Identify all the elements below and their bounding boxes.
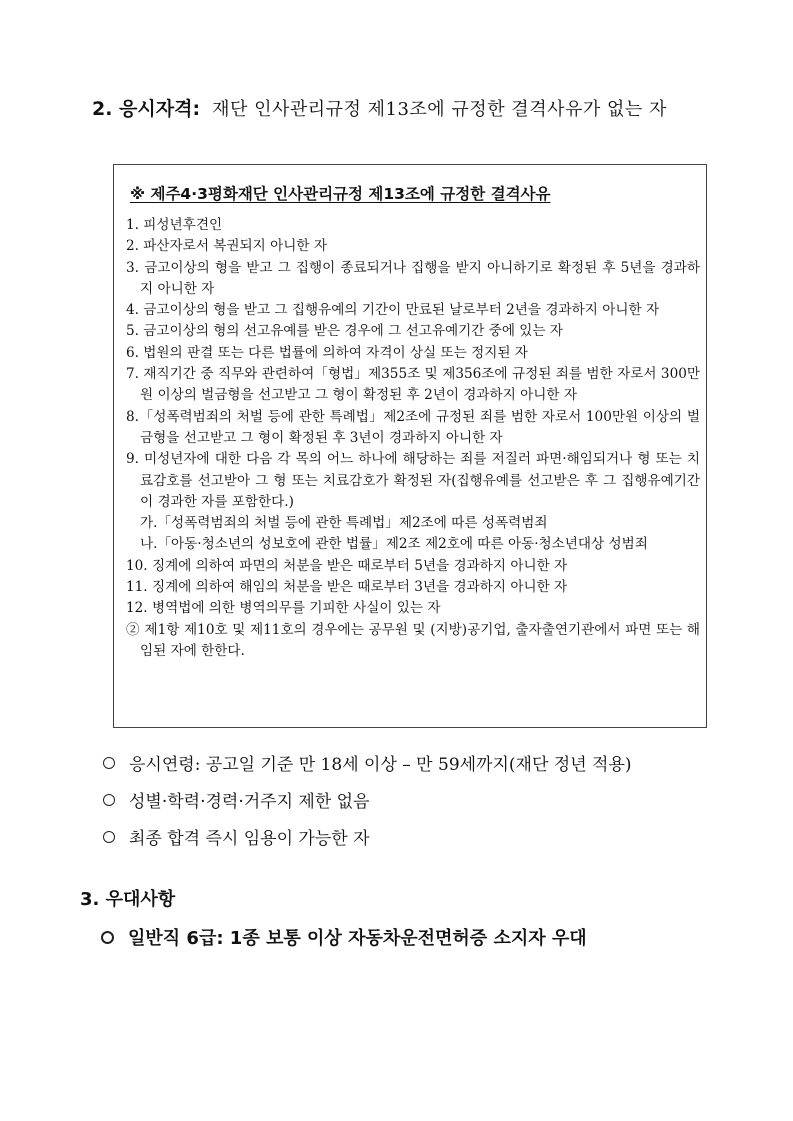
list-item: 6. 법원의 판결 또는 다른 법률에 의하여 자격이 상실 또는 정지된 자 [126,344,528,361]
sub-list-item: 가.「성폭력범죄의 처벌 등에 관한 특례법」제2조에 따른 성폭력범죄 [140,515,548,532]
qualification-bullets [103,744,632,855]
disqualification-list [126,215,700,662]
list-item: 3. 금고이상의 형을 받고 그 집행이 종료되거나 집행을 받지 아니하기로 확정된 후 5년을 경과하지 아니한 자 [126,259,700,297]
list-item: 1. 피성년후견인 [126,217,223,233]
section-3-item [101,924,587,950]
circle-bullet-icon [103,831,115,843]
list-item: ② 제1항 제10호 및 제11호의 경우에는 공무원 및 (지방)공기업, 출자출연기관에서 파면 또는 해임된 자에 한한다. [126,621,700,659]
section-3-heading: 3. 우대사항 [80,889,176,910]
bullet-item [103,818,632,855]
list-item: 9. 미성년자에 대한 다음 각 목의 어느 하나에 해당하는 죄를 저질러 파면·해임되거나 형 또는 치료감호를 선고받아 그 형 또는 치료감호가 확정된 자(집행유예를 선고받은 후 그 집행유예기간이 경과한 자를 포함한다.) [126,451,700,510]
section-3-item-text: 일반직 6급: 1종 보통 이상 자동차운전면허증 소지자 우대 [128,928,587,949]
list-item: 2. 파산자로서 복권되지 아니한 자 [126,238,327,255]
bullet-item [103,744,632,781]
disqualification-box [113,164,707,728]
list-item: 11. 징계에 의하여 해임의 처분을 받은 때로부터 3년을 경과하지 아니한 자 [126,579,568,596]
bullet-text: 최종 합격 즉시 임용이 가능한 자 [129,829,370,849]
bullet-item [103,781,632,818]
bullet-text: 응시연령: 공고일 기준 만 18세 이상 – 만 59세까지(재단 정년 적용) [129,755,632,775]
sub-list-item: 나.「아동·청소년의 성보호에 관한 법률」제2조 제2호에 따른 아동·청소년대상 성범죄 [140,536,648,553]
section-2-text: 재단 인사관리규정 제13조에 규정한 결격사유가 없는 자 [212,99,667,120]
list-item: 5. 금고이상의 형의 선고유예를 받은 경우에 그 선고유예기간 중에 있는 자 [126,323,563,340]
box-title: ※ 제주4·3평화재단 인사관리규정 제13조에 규정한 결격사유 [130,185,551,203]
bullet-text: 성별·학력·경력·거주지 제한 없음 [129,792,370,812]
section-2-row [92,94,712,125]
list-item: 12. 병역법에 의한 병역의무를 기피한 사실이 있는 자 [126,600,441,617]
circle-bullet-icon [101,931,114,944]
circle-bullet-icon [103,757,115,769]
circle-bullet-icon [103,794,115,806]
list-item: 7. 재직기간 중 직무와 관련하여「형법」제355조 및 제356조에 규정된 죄를 범한 자로서 300만원 이상의 벌금형을 선고받고 그 형이 확정된 후 2년이 경과하지 아니한 자 [126,366,700,404]
section-2-heading: 2. 응시자격: [92,98,201,120]
section-2 [92,94,712,125]
list-item: 8.「성폭력범죄의 처벌 등에 관한 특례법」제2조에 규정된 죄를 범한 자로서 100만원 이상의 벌금형을 선고받고 그 형이 확정된 후 3년이 경과하지 아니한 자 [126,408,700,446]
list-item: 4. 금고이상의 형을 받고 그 집행유예의 기간이 만료된 날로부터 2년을 경과하지 아니한 자 [126,302,660,319]
list-item: 10. 징계에 의하여 파면의 처분을 받은 때로부터 5년을 경과하지 아니한 자 [126,557,568,574]
